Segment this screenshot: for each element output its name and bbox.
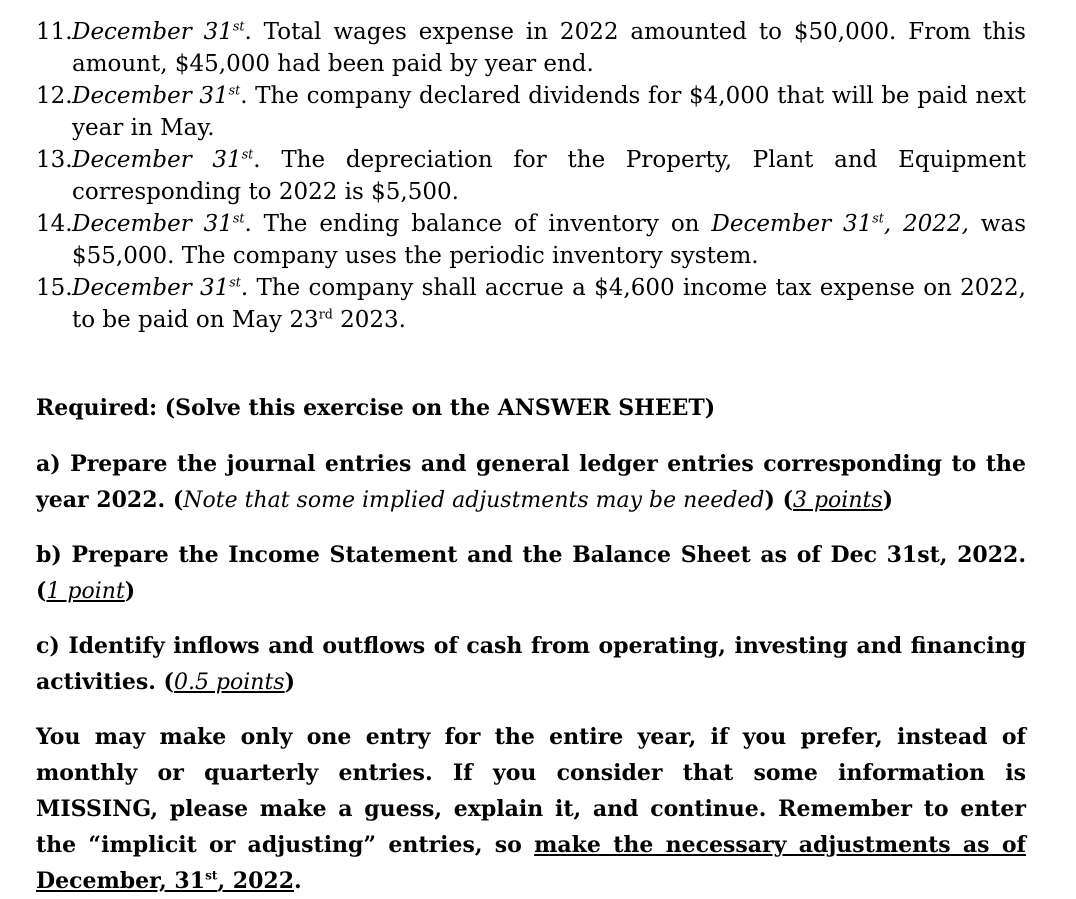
required-section bbox=[36, 392, 1026, 899]
task-b-points: 1 point bbox=[46, 579, 125, 604]
item-date: December 31st bbox=[72, 82, 241, 109]
item-number: 15. bbox=[36, 275, 73, 301]
list-item bbox=[36, 208, 1026, 272]
item-text: December 31st. The company declared dividends for $4,000 that will be paid next year in May. bbox=[72, 82, 1026, 141]
required-heading: Required: (Solve this exercise on the ANSWER SHEET) bbox=[36, 395, 716, 421]
task-a-note: Note that some implied adjustments may be needed bbox=[183, 488, 765, 513]
item-date: December 31st bbox=[72, 274, 241, 301]
item-text: December 31st. The company shall accrue a $4,600 income tax expense on 2022, to be paid on May 23rd 2023. bbox=[72, 274, 1026, 333]
task-a-points: 3 points bbox=[792, 488, 883, 513]
task-a: a) Prepare the journal entries and general ledger entries corresponding to the year 2022. (Note that some implied adjustments may be needed) (3 points) bbox=[36, 451, 1026, 513]
item-number: 11. bbox=[36, 19, 73, 45]
item-number: 12. bbox=[36, 83, 73, 109]
item-date: December 31st bbox=[72, 210, 245, 237]
item-text: December 31st. Total wages expense in 2022 amounted to $50,000. From this amount, $45,000 had been paid by year end. bbox=[72, 18, 1026, 77]
list-item bbox=[36, 16, 1026, 80]
item-text: December 31st. The depreciation for the Property, Plant and Equipment corresponding to 2022 is $5,500. bbox=[72, 146, 1026, 205]
closing-instructions: You may make only one entry for the entire year, if you prefer, instead of monthly or quarterly entries. If you consider that some information is MISSING, please make a guess, explain it, and continue. Remember to enter the “implicit or adjusting” entries, so make the necessary adjustments as of December, 31st, 2022. bbox=[36, 724, 1026, 894]
list-item bbox=[36, 272, 1026, 336]
task-b: b) Prepare the Income Statement and the Balance Sheet as of Dec 31st, 2022. (1 point) bbox=[36, 542, 1026, 604]
item-date: December 31st bbox=[72, 146, 254, 173]
task-c-points: 0.5 points bbox=[173, 670, 285, 695]
item-number: 13. bbox=[36, 147, 73, 173]
item-date: December 31st bbox=[72, 18, 245, 45]
list-item bbox=[36, 80, 1026, 144]
inline-date: December 31st, 2022, bbox=[711, 210, 969, 237]
list-item bbox=[36, 144, 1026, 208]
item-text: December 31st. The ending balance of inventory on December 31st, 2022, was $55,000. The company uses the periodic inventory system. bbox=[72, 210, 1026, 269]
task-c: c) Identify inflows and outflows of cash from operating, investing and financing activities. (0.5 points) bbox=[36, 633, 1026, 695]
numbered-list bbox=[36, 16, 1026, 336]
item-number: 14. bbox=[36, 211, 73, 237]
adjustments-deadline: make the necessary adjustments as of December, 31st, 2022 bbox=[36, 832, 1026, 894]
